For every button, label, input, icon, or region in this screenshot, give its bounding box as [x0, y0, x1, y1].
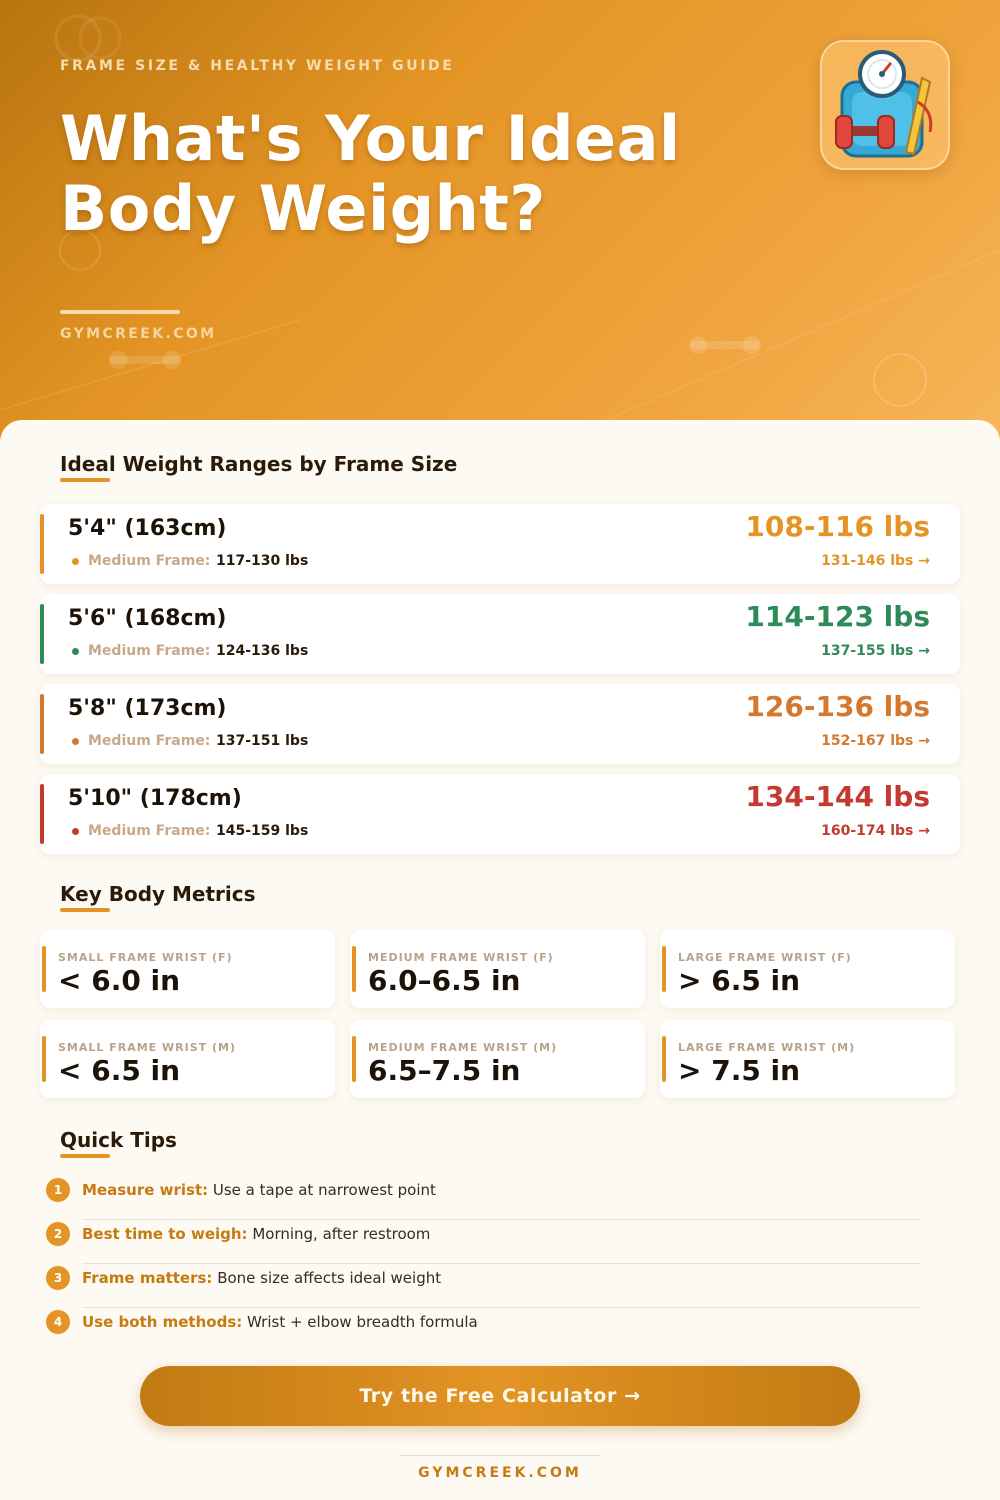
weight-range-card: [40, 684, 960, 764]
metric-value: 6.0–6.5 in: [368, 964, 521, 997]
medium-frame-value: 117-130 lbs: [216, 553, 309, 569]
accent-bar: [40, 514, 44, 574]
large-frame-value: 131-146 lbs →: [821, 553, 930, 569]
small-frame-value: 126-136 lbs: [745, 690, 930, 723]
divider: [82, 1219, 920, 1220]
metric-value: 6.5–7.5 in: [368, 1054, 521, 1087]
tip-body: Morning, after restroom: [247, 1225, 431, 1243]
height-label: 5'4" (163cm): [68, 516, 227, 541]
tip-body: Bone size affects ideal weight: [212, 1269, 442, 1287]
accent-bar: [40, 604, 44, 664]
accent-bar: [352, 1036, 356, 1082]
bullet-icon: [72, 828, 79, 835]
tip-body: Wrist + elbow breadth formula: [242, 1313, 478, 1331]
metric-value: < 6.0 in: [58, 964, 181, 997]
small-frame-value: 134-144 lbs: [745, 780, 930, 813]
tip-heading: Use both methods:: [82, 1313, 243, 1331]
large-frame-value: 160-174 lbs →: [821, 823, 930, 839]
hero-divider: [60, 310, 180, 314]
metric-label: SMALL FRAME WRIST (F): [58, 951, 233, 964]
metric-card: [660, 1020, 955, 1098]
scale-dumbbell-tape-icon: [822, 42, 952, 172]
tip-body: Use a tape at narrowest point: [208, 1181, 436, 1199]
section-title-quick-tips: Quick Tips: [60, 1128, 177, 1152]
metric-value: < 6.5 in: [58, 1054, 181, 1087]
tip-heading: Frame matters:: [82, 1269, 213, 1287]
tip-item: [46, 1178, 920, 1222]
large-frame-value: 137-155 lbs →: [821, 643, 930, 659]
metric-label: MEDIUM FRAME WRIST (M): [368, 1041, 558, 1054]
medium-frame-value: 124-136 lbs: [216, 643, 309, 659]
tip-text: [82, 1181, 436, 1199]
metric-label: MEDIUM FRAME WRIST (F): [368, 951, 554, 964]
weight-range-card: [40, 504, 960, 584]
medium-frame-label: Medium Frame:: [88, 553, 211, 569]
weight-range-card: [40, 774, 960, 854]
height-label: 5'8" (173cm): [68, 696, 227, 721]
page-title: [60, 104, 760, 244]
height-label: 5'6" (168cm): [68, 606, 227, 631]
medium-frame-value: 145-159 lbs: [216, 823, 309, 839]
tip-text: [82, 1225, 430, 1243]
hero-banner: [0, 0, 1000, 440]
accent-bar: [662, 946, 666, 992]
medium-frame-label: Medium Frame:: [88, 823, 211, 839]
accent-bar: [40, 784, 44, 844]
tip-number-badge: 1: [46, 1178, 70, 1202]
eyebrow-label: FRAME SIZE & HEALTHY WEIGHT GUIDE: [60, 58, 455, 74]
metric-card: [660, 930, 955, 1008]
metric-card: [40, 930, 335, 1008]
bullet-icon: [72, 558, 79, 565]
weight-range-card: [40, 594, 960, 674]
footer-divider: [400, 1455, 600, 1456]
divider: [82, 1307, 920, 1308]
metric-card: [40, 1020, 335, 1098]
tip-number-badge: 2: [46, 1222, 70, 1246]
small-frame-value: 114-123 lbs: [745, 600, 930, 633]
height-label: 5'10" (178cm): [68, 786, 242, 811]
section-underline: [60, 908, 110, 912]
tip-item: [46, 1266, 920, 1310]
metric-card: [350, 930, 645, 1008]
app-icon-tile: [820, 40, 950, 170]
bullet-icon: [72, 738, 79, 745]
medium-frame-label: Medium Frame:: [88, 643, 211, 659]
tip-item: [46, 1222, 920, 1266]
large-frame-value: 152-167 lbs →: [821, 733, 930, 749]
divider: [82, 1263, 920, 1264]
metric-value: > 7.5 in: [678, 1054, 801, 1087]
accent-bar: [40, 694, 44, 754]
section-title-weight-ranges: Ideal Weight Ranges by Frame Size: [60, 452, 458, 476]
bullet-icon: [72, 648, 79, 655]
accent-bar: [42, 946, 46, 992]
section-underline: [60, 478, 110, 482]
medium-frame-value: 137-151 lbs: [216, 733, 309, 749]
accent-bar: [662, 1036, 666, 1082]
metric-label: SMALL FRAME WRIST (M): [58, 1041, 236, 1054]
tip-heading: Measure wrist:: [82, 1181, 209, 1199]
accent-bar: [42, 1036, 46, 1082]
small-frame-value: 108-116 lbs: [745, 510, 930, 543]
medium-frame-label: Medium Frame:: [88, 733, 211, 749]
section-title-key-metrics: Key Body Metrics: [60, 882, 256, 906]
hero-site-label: GYMCREEK.COM: [60, 326, 217, 342]
page-title-line-1: What's Your Ideal: [60, 102, 681, 175]
section-underline: [60, 1154, 110, 1158]
tip-heading: Best time to weigh:: [82, 1225, 248, 1243]
page-title-line-2: Body Weight?: [60, 172, 546, 245]
footer-site-link[interactable]: GYMCREEK.COM: [418, 1465, 582, 1481]
tip-number-badge: 3: [46, 1266, 70, 1290]
tip-item: [46, 1310, 920, 1354]
accent-bar: [352, 946, 356, 992]
tip-number-badge: 4: [46, 1310, 70, 1334]
metric-label: LARGE FRAME WRIST (M): [678, 1041, 856, 1054]
tip-text: [82, 1313, 478, 1331]
try-calculator-button[interactable]: Try the Free Calculator →: [140, 1366, 860, 1426]
tip-text: [82, 1269, 441, 1287]
metric-value: > 6.5 in: [678, 964, 801, 997]
metric-label: LARGE FRAME WRIST (F): [678, 951, 852, 964]
metric-card: [350, 1020, 645, 1098]
content-sheet: [0, 420, 1000, 1500]
